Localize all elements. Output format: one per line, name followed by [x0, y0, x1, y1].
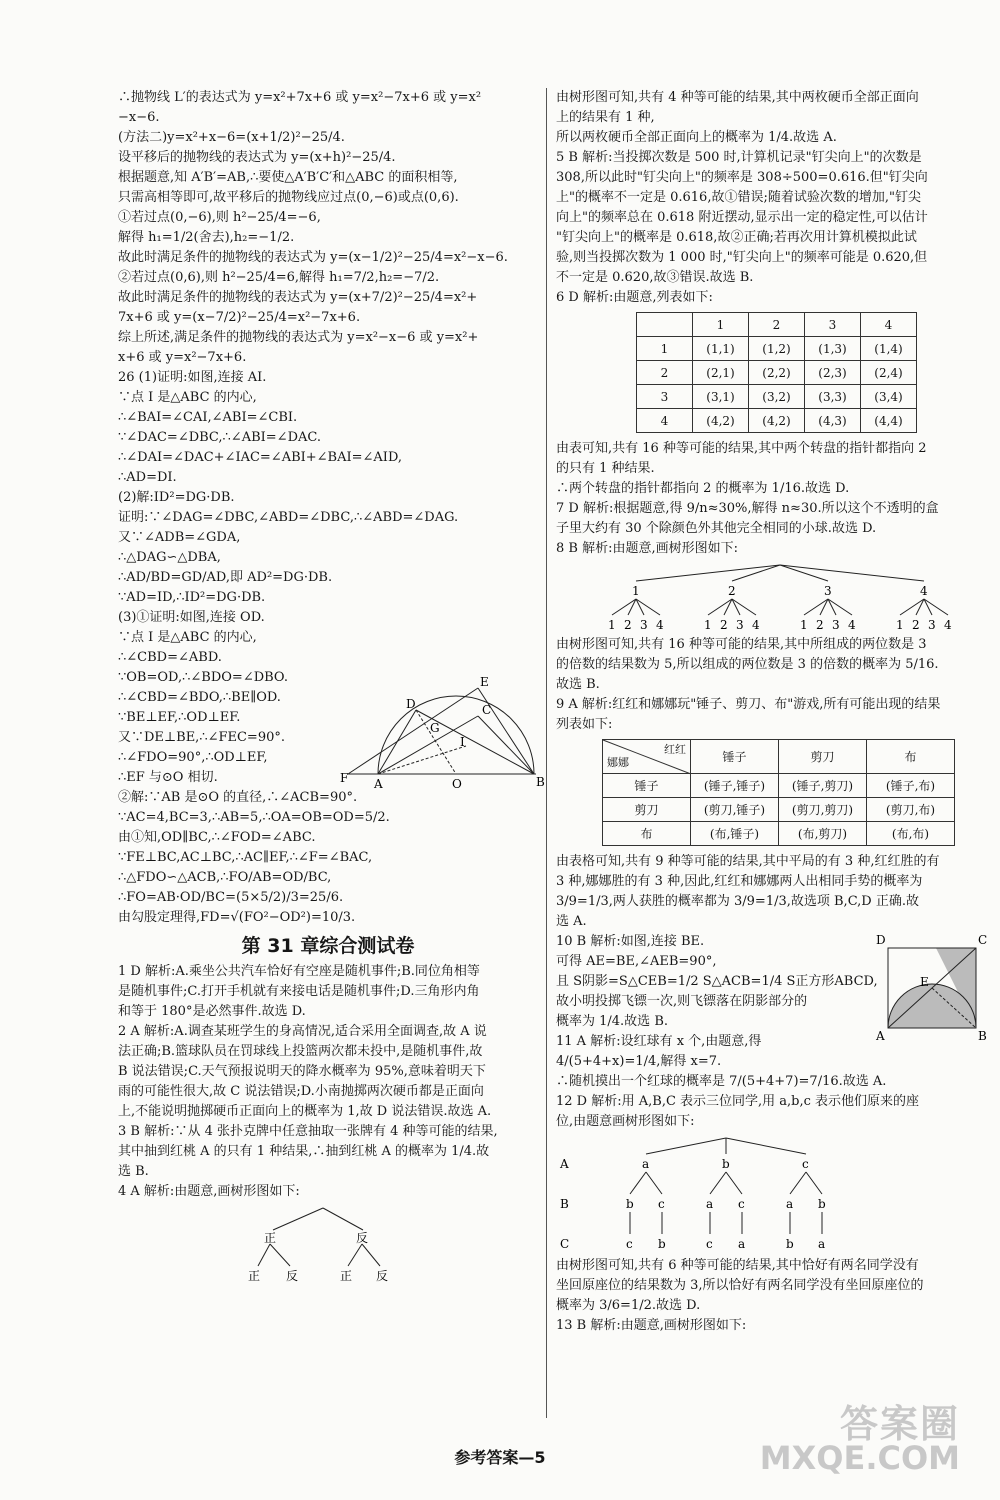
table-q9 [602, 739, 955, 846]
square-figure [876, 932, 986, 1042]
tree8-leaf: 3 [640, 618, 648, 632]
q10-block [556, 852, 988, 1132]
table-cell: (3,1) [693, 385, 749, 409]
table-cell: (剪刀,剪刀) [779, 798, 867, 822]
table-cell: (3,4) [861, 385, 917, 409]
table-corner [603, 740, 691, 774]
table-header-cell: 剪刀 [779, 740, 867, 774]
tree8-leaf: 1 [800, 618, 808, 632]
q25-line: 根据题意,知 A′B′=AB,∴要使△A′B′C′和△ABC 的面积相等, [118, 170, 458, 185]
table-cell: (布,布) [867, 822, 955, 846]
tree8-leaf: 4 [656, 618, 664, 632]
tree12-l1: c [802, 1157, 809, 1171]
coin-tree-diagram [118, 1204, 538, 1282]
fig-label-g: G [430, 721, 440, 735]
table-cell: 1 [693, 313, 749, 337]
r4-line: 故小明投掷飞镖一次,则飞镖落在阴影部分的 [556, 994, 808, 1009]
q26-figure [340, 675, 546, 796]
corner-top: 红红 [664, 743, 686, 756]
table-cell: (布,锤子) [691, 822, 779, 846]
tree12-l3: b [786, 1237, 794, 1251]
q26-line: ∴EF 与⊙O 相切. [118, 770, 218, 785]
tree12-branch [726, 1172, 742, 1194]
q26-line: ∵点 I 是△ABC 的内心, [118, 630, 257, 645]
ch31-line: 4 A 解析:由题意,画树形图如下: [118, 1184, 300, 1199]
ch31-line: 和等于 180°是必然事件.故选 D. [118, 1004, 306, 1019]
r4-line: 4/(5+4+x)=1/4,解得 x=7. [556, 1054, 722, 1069]
table-cell: (剪刀,布) [867, 798, 955, 822]
r4-line: 位,由题意画树形图如下: [556, 1114, 695, 1129]
tree12-branch [710, 1172, 726, 1194]
coin-l1-0: 正 [264, 1231, 277, 1245]
tree12-branch [646, 1138, 726, 1154]
tree12-branch [646, 1172, 662, 1194]
tree12-row-label: B [560, 1197, 569, 1211]
q25-line: 7x+6 或 y=(x−7/2)²−25/4=x²−7x+6. [118, 310, 361, 325]
table-cell: 2 [637, 361, 693, 385]
r4-line: 10 B 解析:如图,连接 BE. [556, 934, 705, 949]
fig-label-b: B [536, 775, 545, 789]
fig-label-o: O [452, 777, 462, 791]
r1-line: 上的结果有 1 种, [556, 110, 655, 125]
q25-line: ①若过点(0,−6),则 h²−25/4=−6, [118, 210, 321, 225]
table-cell: (1,1) [693, 337, 749, 361]
q26-line: ∵BE⊥EF,∴OD⊥EF. [118, 710, 241, 725]
r4-line: 11 A 解析:设红球有 x 个,由题意,得 [556, 1034, 762, 1049]
table-cell: (4,2) [749, 409, 805, 433]
r1-line: 308,所以此时"钉尖向上"的频率是 308÷500=0.616.但"钉尖向 [556, 170, 928, 185]
table-cell: 3 [637, 385, 693, 409]
ch31-line: 2 A 解析:A.调查某班学生的身高情况,适合采用全面调查,故 A 说 [118, 1024, 487, 1039]
table-cell: (2,4) [861, 361, 917, 385]
q26-line: ∴△DAG∽△DBA, [118, 550, 221, 565]
tree12-l2: c [738, 1197, 745, 1211]
q26-line: ∴∠FDO=90°,∴OD⊥EF, [118, 750, 268, 765]
fig-label-d: D [406, 697, 416, 711]
r4-line: 3/9=1/3,两人获胜的概率都为 3/9=1/3,故选项 B,C,D 正确.故 [556, 894, 919, 909]
table-cell: (1,4) [861, 337, 917, 361]
sq-label-a: A [876, 1029, 885, 1043]
q26-line: ∴AD=DI. [118, 470, 177, 485]
answers-12-13 [556, 1256, 984, 1336]
q26-line: 又∵∠ADB=∠GDA, [118, 530, 241, 545]
q26-line: ∵点 I 是△ABC 的内心, [118, 390, 257, 405]
q25-line: 解得 h₁=1/2(舍去),h₂=−1/2. [118, 230, 295, 245]
watermark-url: MXQE.COM [759, 1439, 960, 1477]
corner-bottom: 娜娜 [607, 756, 629, 769]
tree12-l1: b [722, 1157, 730, 1171]
tree8-node: 2 [728, 584, 736, 598]
r5-line: 概率为 3/6=1/2.故选 D. [556, 1298, 701, 1313]
q26-line: ∴FO=AB·OD/BC=(5×5/2)/3=25/6. [118, 890, 344, 905]
q26-line: 又∵DE⊥BE,∴∠FEC=90°. [118, 730, 286, 745]
q26-solution [118, 368, 538, 928]
r1-line: 6 D 解析:由题意,列表如下: [556, 290, 713, 305]
r1-line: 向上"的频率总在 0.618 附近摆动,显示出一定的稳定性,可以估计 [556, 210, 928, 225]
q26-line: ∵FE⊥BC,AC⊥BC,∴AC∥EF,∴∠F=∠BAC, [118, 850, 373, 865]
tree8-leaf: 3 [928, 618, 936, 632]
tree8-leaf: 2 [720, 618, 728, 632]
table-cell: (3,2) [749, 385, 805, 409]
r3-line: 的倍数的结果数为 5,所以组成的两位数是 3 的倍数的概率为 5/16. [556, 657, 939, 672]
table-cell: 剪刀 [603, 798, 691, 822]
tree12-l3: c [626, 1237, 633, 1251]
tree12-branch [630, 1172, 646, 1194]
chapter-answers-1-4 [118, 962, 538, 1202]
tree8-leaf: 3 [736, 618, 744, 632]
ch31-line: 是随机事件;C.打开手机就有来接电话是随机事件;D.三角形内角 [118, 984, 480, 999]
table-cell: 2 [749, 313, 805, 337]
r2-line: 的只有 1 种结果. [556, 461, 655, 476]
q25-line: (方法二)y=x²+x−6=(x+1/2)²−25/4. [118, 130, 345, 145]
tree8-leaf: 4 [944, 618, 952, 632]
r4-line: ∴随机摸出一个红球的概率是 7/(5+4+7)=7/16.故选 A. [556, 1074, 887, 1089]
tree12-l2: b [626, 1197, 634, 1211]
tree8-branch [780, 565, 924, 581]
tree8-node: 4 [920, 584, 928, 598]
table-cell: 3 [805, 313, 861, 337]
q26-block [118, 368, 545, 928]
tree12-l1: a [642, 1157, 650, 1171]
r4-line: 选 A. [556, 914, 587, 929]
table-cell: (锤子,剪刀) [779, 774, 867, 798]
r1-line: 不一定是 0.620,故③错误.故选 B. [556, 270, 754, 285]
q26-line: ∴∠BAI=∠CAI,∠ABI=∠CBI. [118, 410, 298, 425]
fig-label-i: I [460, 735, 465, 749]
q25-line: −x−6. [118, 110, 160, 125]
q26-line: 由①知,OD∥BC,∴∠FOD=∠ABC. [118, 830, 316, 845]
q26-line: ∴∠DAI=∠DAC+∠IAC=∠ABI+∠BAI=∠AID, [118, 450, 403, 465]
r4-line: 3 种,娜娜胜的有 3 种,因此,红红和娜娜两人出相同手势的概率为 [556, 874, 923, 889]
tree12-l3: a [738, 1237, 746, 1251]
r2-line: ∴两个转盘的指针都指向 2 的概率为 1/16.故选 D. [556, 481, 850, 496]
table-cell: 锤子 [603, 774, 691, 798]
tree12-l3: a [818, 1237, 826, 1251]
r2-line: 由表可知,共有 16 种等可能的结果,其中两个转盘的指针都指向 2 [556, 441, 927, 456]
coin-l2-2: 正 [340, 1269, 353, 1283]
table-cell: (2,2) [749, 361, 805, 385]
q25-solution [118, 88, 538, 368]
q26-line: ∴△FDO∽△ACB,∴FO/AB=OD/BC, [118, 870, 332, 885]
tree8-leaf: 1 [704, 618, 712, 632]
r3-line: 故选 B. [556, 677, 600, 692]
page-footer: 参考答案—5 [454, 1448, 546, 1467]
table-cell: (2,1) [693, 361, 749, 385]
ch31-line: 3 B 解析:∵从 4 张扑克牌中任意抽取一张牌有 4 种等可能的结果, [118, 1124, 498, 1139]
tree8-leaf: 2 [816, 618, 824, 632]
tree8-leaf: 4 [752, 618, 760, 632]
q26-line: ∴∠CBD=∠ABD. [118, 650, 222, 665]
q26-line: (3)①证明:如图,连接 OD. [118, 610, 265, 625]
tree12-row-label: C [560, 1237, 570, 1251]
table-cell: 1 [637, 337, 693, 361]
r4-line: 由表格可知,共有 9 种等可能的结果,其中平局的有 3 种,红红胜的有 [556, 854, 940, 869]
sq-label-c: C [978, 933, 988, 947]
r2-line: 8 B 解析:由题意,画树形图如下: [556, 541, 738, 556]
coin-l2-3: 反 [376, 1269, 389, 1283]
tree8-leaf: 1 [896, 618, 904, 632]
table-cell: (4,3) [805, 409, 861, 433]
tree12-branch [806, 1172, 822, 1194]
tree8-leaf: 3 [832, 618, 840, 632]
q26-line: ∴AD/BD=GD/AD,即 AD²=DG·DB. [118, 570, 333, 585]
table-cell: (2,3) [805, 361, 861, 385]
q26-line: ∵∠DAC=∠DBC,∴∠ABI=∠DAC. [118, 430, 321, 445]
tree12-branch [726, 1138, 806, 1154]
q25-line: 故此时满足条件的抛物线的表达式为 y=(x−1/2)²−25/4=x²−x−6. [118, 250, 508, 265]
table-cell: 4 [637, 409, 693, 433]
right-column [556, 88, 988, 1336]
q26-line: (2)解:ID²=DG·DB. [118, 490, 235, 505]
table-header-cell: 锤子 [691, 740, 779, 774]
table-header-cell: 布 [867, 740, 955, 774]
corner-diagonal [603, 740, 691, 774]
tree8-leaf: 2 [624, 618, 632, 632]
q26-line: 26 (1)证明:如图,连接 AI. [118, 370, 267, 385]
tree12-l3: b [658, 1237, 666, 1251]
table-cell: (1,3) [805, 337, 861, 361]
fig-label-e: E [480, 675, 489, 689]
tree8-node: 1 [632, 584, 640, 598]
q25-line: 只需高相等即可,故平移后的抛物线应过点(0,−6)或点(0,6). [118, 190, 459, 205]
r5-line: 由树形图可知,共有 6 种等可能的结果,其中恰好有两名同学没有 [556, 1258, 919, 1273]
sq-label-d: D [876, 933, 886, 947]
r4-line: 12 D 解析:用 A,B,C 表示三位同学,用 a,b,c 表示他们原来的座 [556, 1094, 920, 1109]
table-cell: (剪刀,锤子) [691, 798, 779, 822]
tree12-l2: c [658, 1197, 665, 1211]
tree12-l2: b [818, 1197, 826, 1211]
r4-line: 且 S阴影=S△CEB=1/2 S△ACB=1/4 S正方形ABCD, [556, 974, 878, 989]
r1-line: 由树形图可知,共有 4 种等可能的结果,其中两枚硬币全部正面向 [556, 90, 919, 105]
sq-label-b: B [978, 1029, 987, 1043]
fig-label-c: C [482, 703, 492, 717]
table-cell: (3,3) [805, 385, 861, 409]
r3-line: 由树形图可知,共有 16 种等可能的结果,其中所组成的两位数是 3 [556, 637, 927, 652]
table-cell: (1,2) [749, 337, 805, 361]
r1-line: 5 B 解析:当投掷次数是 500 时,计算机记录"钉尖向上"的次数是 [556, 150, 922, 165]
table-cell: (4,4) [861, 409, 917, 433]
coin-l2-1: 反 [286, 1269, 299, 1283]
q26-line: ②解:∵AB 是⊙O 的直径,∴∠ACB=90°. [118, 790, 358, 805]
r5-line: 坐回原座位的结果数为 3,所以恰好有两名同学没有坐回原座位的 [556, 1278, 924, 1293]
left-column [118, 88, 545, 1284]
answers-4-6 [556, 88, 984, 308]
q26-line: ∵AD=ID,∴ID²=DG·DB. [118, 590, 266, 605]
ch31-line: 法正确;B.篮球队员在罚球线上投篮两次都未投中,是随机事件,故 [118, 1044, 483, 1059]
tree12-row-label: A [560, 1157, 569, 1171]
ch31-line: 其中抽到红桃 A 的只有 1 种结果,∴抽到红桃 A 的概率为 1/4.故 [118, 1144, 490, 1159]
tree12-l2: a [786, 1197, 794, 1211]
q25-line: ②若过点(0,6),则 h²−25/4=6,解得 h₁=7/2,h₂=−7/2. [118, 270, 440, 285]
q26-line: ∴∠CBD=∠BDO,∴BE∥OD. [118, 690, 281, 705]
sq-label-e: E [920, 975, 929, 989]
q26-line: 证明:∵∠DAG=∠DBC,∠ABD=∠DBC,∴∠ABD=∠DAG. [118, 510, 459, 525]
r1-line: 验,则当投掷次数为 1 000 时,"钉尖向上"的频率可能是 0.620,但 [556, 250, 928, 265]
table-cell: (锤子,布) [867, 774, 955, 798]
answers-6-8 [556, 439, 984, 559]
tree8-node: 3 [824, 584, 832, 598]
r5-line: 13 B 解析:由题意,画树形图如下: [556, 1318, 747, 1333]
ch31-line: 1 D 解析:A.乘坐公共汽车恰好有空座是随机事件;B.同位角相等 [118, 964, 480, 979]
q25-line: 综上所述,满足条件的抛物线的表达式为 y=x²−x−6 或 y=x²+ [118, 330, 479, 345]
r3-line: 9 A 解析:红红和娜娜玩"锤子、剪刀、布"游戏,所有可能出现的结果 [556, 697, 941, 712]
ch31-line: B 说法错误;C.天气预报说明天的降水概率为 95%,意味着明天下 [118, 1064, 486, 1079]
tree8-leaf: 2 [912, 618, 920, 632]
table-cell: (布,剪刀) [779, 822, 867, 846]
r2-line: 7 D 解析:根据题意,得 9/n≈30%,解得 n≈30.所以这个不透明的盒 [556, 501, 939, 516]
r3-line: 列表如下: [556, 717, 613, 732]
r1-line: 所以两枚硬币全部正面向上的概率为 1/4.故选 A. [556, 130, 837, 145]
fig-label-f: F [340, 771, 349, 785]
tree12-branch [790, 1172, 806, 1194]
r2-line: 子里大约有 30 个除颜色外其他完全相同的小球.故选 D. [556, 521, 877, 536]
table-q6 [636, 312, 917, 433]
seat-tree-diagram [556, 1134, 984, 1254]
tree12-l2: a [706, 1197, 714, 1211]
tree8-leaf: 4 [848, 618, 856, 632]
table-cell [637, 313, 693, 337]
coin-l1-1: 反 [356, 1231, 369, 1245]
table-cell: 4 [861, 313, 917, 337]
tree8-leaf: 1 [608, 618, 616, 632]
q25-line: 故此时满足条件的抛物线的表达式为 y=(x+7/2)²−25/4=x²+ [118, 290, 478, 305]
table-cell: 布 [603, 822, 691, 846]
r4-line: 概率为 1/4.故选 B. [556, 1014, 669, 1029]
q26-line: ∵AC=4,BC=3,∴AB=5,∴OA=OB=OD=5/2. [118, 810, 390, 825]
tree12-l3: c [706, 1237, 713, 1251]
column-divider [546, 88, 547, 1418]
q26-line: ∵OB=OD,∴∠BDO=∠DBO. [118, 670, 288, 685]
fig-label-a: A [374, 777, 383, 791]
table-cell: (4,2) [693, 409, 749, 433]
table-cell: (锤子,锤子) [691, 774, 779, 798]
q25-line: ∴抛物线 L′的表达式为 y=x²+7x+6 或 y=x²−7x+6 或 y=x² [118, 90, 482, 105]
coin-l2-0: 正 [248, 1269, 261, 1283]
r1-line: 上"的概率不一定是 0.616,故①错误;随着试验次数的增加,"钉尖 [556, 190, 921, 205]
ch31-line: 雨的可能性很大,故 C 说法错误;D.小南抛掷两次硬币都是正面向 [118, 1084, 484, 1099]
watermark-logo: 答案圈 [839, 1402, 960, 1446]
answers-8-9 [556, 635, 984, 735]
tree8-branch [636, 565, 780, 581]
ch31-line: 选 B. [118, 1164, 149, 1179]
r4-line: 可得 AE=BE,∠AEB=90°, [556, 954, 717, 969]
q25-line: 设平移后的抛物线的表达式为 y=(x+h)²−25/4. [118, 150, 396, 165]
q26-line: 由勾股定理得,FD=√(FO²−OD²)=10/3. [118, 910, 356, 925]
number-tree-diagram [556, 561, 984, 633]
ch31-line: 上,不能说明抛掷硬币正面向上的概率为 1,故 D 说法错误.故选 A. [118, 1104, 492, 1119]
chapter-title: 第 31 章综合测试卷 [241, 935, 415, 957]
q25-line: x+6 或 y=x²−7x+6. [118, 350, 247, 365]
r1-line: "钉尖向上"的概率是 0.618,故②正确;若再次用计算机模拟此试 [556, 230, 917, 245]
